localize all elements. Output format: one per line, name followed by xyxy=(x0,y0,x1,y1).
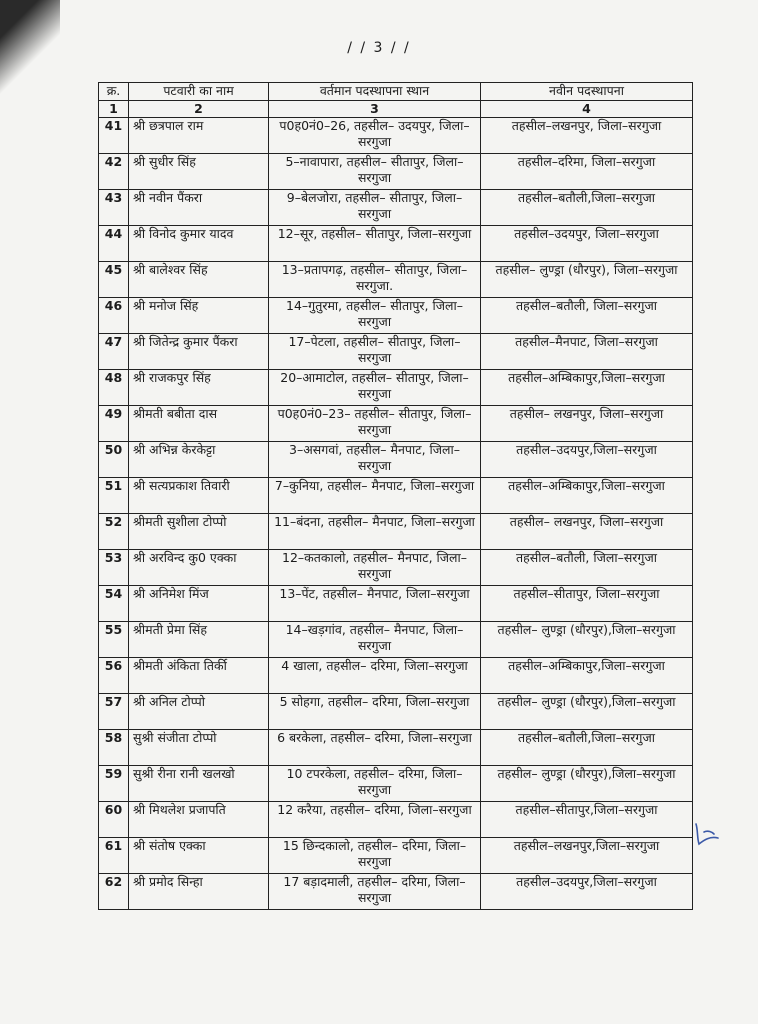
new-posting-cell: तहसील– लखनपुर, जिला–सरगुजा xyxy=(481,406,693,442)
current-posting-cell: 12–कतकालो, तहसील– मैनपाट, जिला–सरगुजा xyxy=(269,550,481,586)
serial-cell: 55 xyxy=(99,622,129,658)
serial-cell: 53 xyxy=(99,550,129,586)
serial-cell: 46 xyxy=(99,298,129,334)
name-cell: श्री मिथलेश प्रजापति xyxy=(129,802,269,838)
page-number: / / 3 / / xyxy=(347,40,411,56)
table-row xyxy=(99,298,693,334)
header-current-posting: वर्तमान पदस्थापना स्थान xyxy=(269,83,481,101)
current-posting-cell: 17 बड़ादमाली, तहसील– दरिमा, जिला–सरगुजा xyxy=(269,874,481,910)
current-posting-cell: 14–गुतुरमा, तहसील– सीतापुर, जिला–सरगुजा xyxy=(269,298,481,334)
current-posting-cell: 3–असगवां, तहसील– मैनपाट, जिला–सरगुजा xyxy=(269,442,481,478)
serial-cell: 50 xyxy=(99,442,129,478)
serial-cell: 51 xyxy=(99,478,129,514)
table-row xyxy=(99,154,693,190)
current-posting-cell: 4 खाला, तहसील– दरिमा, जिला–सरगुजा xyxy=(269,658,481,694)
name-cell: सुश्री संजीता टोप्पो xyxy=(129,730,269,766)
serial-cell: 49 xyxy=(99,406,129,442)
serial-cell: 41 xyxy=(99,118,129,154)
table-row xyxy=(99,766,693,802)
table-row xyxy=(99,226,693,262)
serial-cell: 42 xyxy=(99,154,129,190)
new-posting-cell: तहसील– लुण्ड्रा (धौरपुर),जिला–सरगुजा xyxy=(481,766,693,802)
name-cell: श्रीमती बबीता दास xyxy=(129,406,269,442)
current-posting-cell: 5 सोहगा, तहसील– दरिमा, जिला–सरगुजा xyxy=(269,694,481,730)
new-posting-cell: तहसील–उदयपुर, जिला–सरगुजा xyxy=(481,226,693,262)
name-cell: श्री सत्यप्रकाश तिवारी xyxy=(129,478,269,514)
header-row xyxy=(99,83,693,101)
table-row xyxy=(99,406,693,442)
name-cell: श्री राजकपुर सिंह xyxy=(129,370,269,406)
name-cell: श्रीमती प्रेमा सिंह xyxy=(129,622,269,658)
header-serial: क्र. xyxy=(99,83,129,101)
new-posting-cell: तहसील–लखनपुर, जिला–सरगुजा xyxy=(481,118,693,154)
table-row xyxy=(99,334,693,370)
name-cell: श्री जितेन्द्र कुमार पैंकरा xyxy=(129,334,269,370)
new-posting-cell: तहसील–बतौली, जिला–सरगुजा xyxy=(481,550,693,586)
new-posting-cell: तहसील–लखनपुर,जिला–सरगुजा xyxy=(481,838,693,874)
serial-cell: 45 xyxy=(99,262,129,298)
new-posting-cell: तहसील–सीतापुर, जिला–सरगुजा xyxy=(481,586,693,622)
current-posting-cell: 12 करैया, तहसील– दरिमा, जिला–सरगुजा xyxy=(269,802,481,838)
name-cell: श्री अनिमेश मिंज xyxy=(129,586,269,622)
new-posting-cell: तहसील– लखनपुर, जिला–सरगुजा xyxy=(481,514,693,550)
transfer-table xyxy=(98,82,693,910)
new-posting-cell: तहसील–बतौली, जिला–सरगुजा xyxy=(481,298,693,334)
serial-cell: 58 xyxy=(99,730,129,766)
table-row xyxy=(99,550,693,586)
serial-cell: 62 xyxy=(99,874,129,910)
name-cell: श्री प्रमोद सिन्हा xyxy=(129,874,269,910)
current-posting-cell: प0ह0नं0–23– तहसील– सीतापुर, जिला–सरगुजा xyxy=(269,406,481,442)
table-row xyxy=(99,838,693,874)
new-posting-cell: तहसील–अम्बिकापुर,जिला–सरगुजा xyxy=(481,478,693,514)
current-posting-cell: 13–प्रतापगढ़, तहसील– सीतापुर, जिला–सरगुजा. xyxy=(269,262,481,298)
new-posting-cell: तहसील– लुण्ड्रा (धौरपुर),जिला–सरगुजा xyxy=(481,694,693,730)
name-cell: श्री छत्रपाल राम xyxy=(129,118,269,154)
new-posting-cell: तहसील–अम्बिकापुर,जिला–सरगुजा xyxy=(481,658,693,694)
name-cell: श्रीमती सुशीला टोप्पो xyxy=(129,514,269,550)
table-row xyxy=(99,694,693,730)
new-posting-cell: तहसील– लुण्ड्रा (धौरपुर), जिला–सरगुजा xyxy=(481,262,693,298)
table-row xyxy=(99,370,693,406)
table-row xyxy=(99,190,693,226)
current-posting-cell: 12–सूर, तहसील– सीतापुर, जिला–सरगुजा xyxy=(269,226,481,262)
column-number: 4 xyxy=(481,101,693,118)
current-posting-cell: 5–नावापारा, तहसील– सीतापुर, जिला–सरगुजा xyxy=(269,154,481,190)
name-cell: श्री बालेश्वर सिंह xyxy=(129,262,269,298)
current-posting-cell: 14–खड़गांव, तहसील– मैनपाट, जिला–सरगुजा xyxy=(269,622,481,658)
name-cell: श्री विनोद कुमार यादव xyxy=(129,226,269,262)
current-posting-cell: 11–बंदना, तहसील– मैनपाट, जिला–सरगुजा xyxy=(269,514,481,550)
serial-cell: 54 xyxy=(99,586,129,622)
new-posting-cell: तहसील–बतौली,जिला–सरगुजा xyxy=(481,730,693,766)
name-cell: श्रीमती अंकिता तिर्की xyxy=(129,658,269,694)
column-number: 1 xyxy=(99,101,129,118)
current-posting-cell: 15 छिन्दकालो, तहसील– दरिमा, जिला–सरगुजा xyxy=(269,838,481,874)
serial-cell: 57 xyxy=(99,694,129,730)
header-name: पटवारी का नाम xyxy=(129,83,269,101)
name-cell: सुश्री रीना रानी खलखो xyxy=(129,766,269,802)
serial-cell: 59 xyxy=(99,766,129,802)
column-number: 3 xyxy=(269,101,481,118)
serial-cell: 56 xyxy=(99,658,129,694)
name-cell: श्री अभिन्न केरकेट्टा xyxy=(129,442,269,478)
current-posting-cell: 7–कुनिया, तहसील– मैनपाट, जिला–सरगुजा xyxy=(269,478,481,514)
serial-cell: 43 xyxy=(99,190,129,226)
table-row xyxy=(99,442,693,478)
column-number: 2 xyxy=(129,101,269,118)
table-row xyxy=(99,478,693,514)
current-posting-cell: 9–बेलजोरा, तहसील– सीतापुर, जिला–सरगुजा xyxy=(269,190,481,226)
table-row xyxy=(99,658,693,694)
header-new-posting: नवीन पदस्थापना xyxy=(481,83,693,101)
name-cell: श्री नवीन पैंकरा xyxy=(129,190,269,226)
new-posting-cell: तहसील–अम्बिकापुर,जिला–सरगुजा xyxy=(481,370,693,406)
name-cell: श्री सुधीर सिंह xyxy=(129,154,269,190)
new-posting-cell: तहसील–बतौली,जिला–सरगुजा xyxy=(481,190,693,226)
table-row xyxy=(99,622,693,658)
serial-cell: 52 xyxy=(99,514,129,550)
scan-shadow xyxy=(0,0,60,150)
table-row xyxy=(99,514,693,550)
current-posting-cell: 17–पेटला, तहसील– सीतापुर, जिला–सरगुजा xyxy=(269,334,481,370)
new-posting-cell: तहसील–मैनपाट, जिला–सरगुजा xyxy=(481,334,693,370)
serial-cell: 44 xyxy=(99,226,129,262)
new-posting-cell: तहसील–उदयपुर,जिला–सरगुजा xyxy=(481,442,693,478)
serial-cell: 60 xyxy=(99,802,129,838)
name-cell: श्री मनोज सिंह xyxy=(129,298,269,334)
name-cell: श्री अरविन्द कु0 एक्का xyxy=(129,550,269,586)
new-posting-cell: तहसील–सीतापुर,जिला–सरगुजा xyxy=(481,802,693,838)
current-posting-cell: 20–आमाटोल, तहसील– सीतापुर, जिला–सरगुजा xyxy=(269,370,481,406)
serial-cell: 61 xyxy=(99,838,129,874)
name-cell: श्री संतोष एक्का xyxy=(129,838,269,874)
handwritten-initial-mark xyxy=(690,820,726,850)
table-row xyxy=(99,586,693,622)
new-posting-cell: तहसील– लुण्ड्रा (धौरपुर),जिला–सरगुजा xyxy=(481,622,693,658)
table-row xyxy=(99,802,693,838)
current-posting-cell: 13–पेंट, तहसील– मैनपाट, जिला–सरगुजा xyxy=(269,586,481,622)
new-posting-cell: तहसील–उदयपुर,जिला–सरगुजा xyxy=(481,874,693,910)
table-row xyxy=(99,874,693,910)
table-row xyxy=(99,730,693,766)
current-posting-cell: 10 टपरकेला, तहसील– दरिमा, जिला–सरगुजा xyxy=(269,766,481,802)
serial-cell: 47 xyxy=(99,334,129,370)
current-posting-cell: 6 बरकेला, तहसील– दरिमा, जिला–सरगुजा xyxy=(269,730,481,766)
table-row xyxy=(99,262,693,298)
current-posting-cell: प0ह0नं0–26, तहसील– उदयपुर, जिला–सरगुजा xyxy=(269,118,481,154)
new-posting-cell: तहसील–दरिमा, जिला–सरगुजा xyxy=(481,154,693,190)
serial-cell: 48 xyxy=(99,370,129,406)
name-cell: श्री अनिल टोप्पो xyxy=(129,694,269,730)
column-number-row xyxy=(99,101,693,118)
table-row xyxy=(99,118,693,154)
